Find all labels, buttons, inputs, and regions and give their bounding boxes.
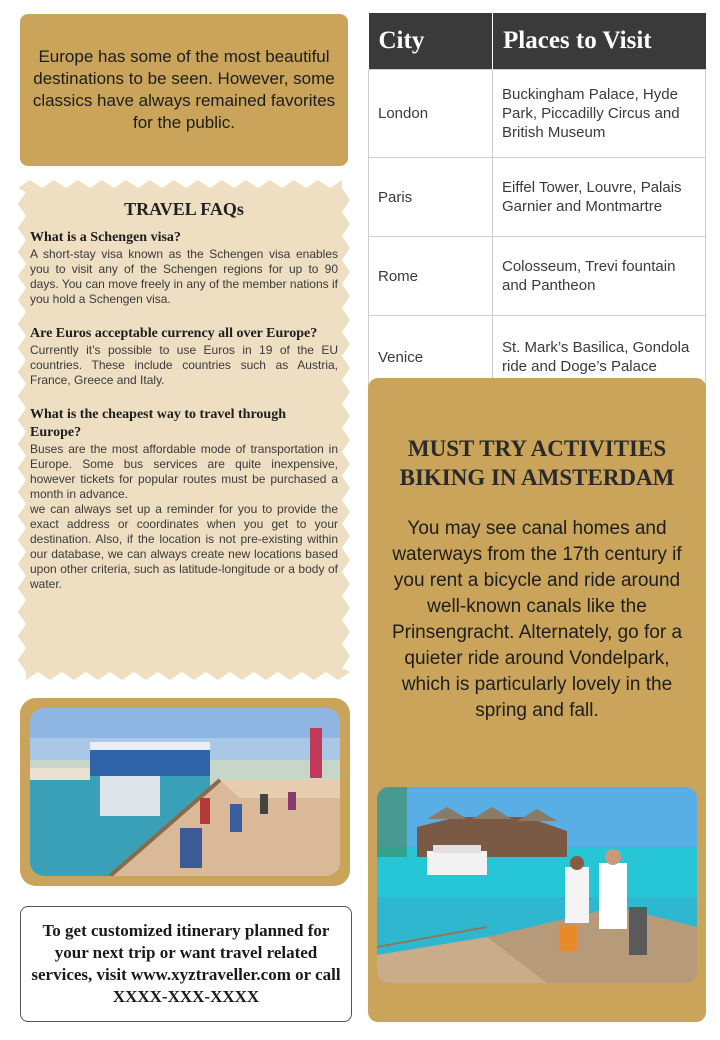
faq-content xyxy=(30,198,338,592)
table-row xyxy=(369,70,706,158)
activities-panel xyxy=(368,378,706,1022)
table-row xyxy=(369,158,706,237)
places-cell: Buckingham Palace, Hyde Park, Piccadilly Circus and British Museum xyxy=(493,70,706,158)
faq-title: TRAVEL FAQs xyxy=(124,199,244,219)
city-places-table xyxy=(368,13,706,400)
faq-answer-3-extra: we can always set up a reminder for you to provide the exact address or coordinates when you get to your destination. Also, if the location is not pre-existing within our database, we can always create new locations based upon other criteria, such as latitude-longitude or a body of water. xyxy=(30,502,338,591)
city-cell: London xyxy=(369,70,493,158)
faq-answer-3: Buses are the most affordable mode of transportation in Europe. Some bus services are quite inexpensive, however tickets for popular routes must be purchased a month in advance. xyxy=(30,442,338,501)
table-row xyxy=(369,237,706,316)
faq-answer-1: A short-stay visa known as the Schengen visa enables you to visit any of the Schengen regions for up to 90 days. You can move freely in any of the member nations if you hold a Schengen visa. xyxy=(30,247,338,306)
city-cell: Paris xyxy=(369,158,493,237)
city-cell: Rome xyxy=(369,237,493,316)
faq-answer-2: Currently it’s possible to use Euros in 19 of the EU countries. These include countries such as Austria, France, Greece and Italy. xyxy=(30,343,338,387)
activities-body: You may see canal homes and waterways from the 17th century if you rent a bicycle and ride around well-known canals like the Prinsengracht. Alternately, go for a quieter ride around Vondelpark, which is particularly lovely in the spring and fall. xyxy=(391,518,683,721)
intro-box xyxy=(20,14,348,166)
activities-title-line1: MUST TRY ACTIVITIES xyxy=(407,436,667,461)
faq-question-3: What is the cheapest way to travel through Europe? xyxy=(30,407,287,440)
faq-panel xyxy=(18,180,350,680)
city-cell: Venice xyxy=(369,316,493,400)
header-city: City xyxy=(369,13,493,70)
faq-question-2: Are Euros acceptable currency all over Europe? xyxy=(30,326,318,341)
faq-question-1: What is a Schengen visa? xyxy=(30,230,181,245)
places-cell: Eiffel Tower, Louvre, Palais Garnier and Montmartre xyxy=(493,158,706,237)
pier-photo xyxy=(30,708,340,876)
cta-box xyxy=(20,906,352,1022)
cta-text: To get customized itinerary planned for your next trip or want travel related services, visit www.xyztraveller.com or call XXXX-XXX-XXXX xyxy=(31,921,341,1006)
activities-title-line2: BIKING IN AMSTERDAM xyxy=(399,465,675,490)
places-cell: St. Mark’s Basilica, Gondola ride and Doge’s Palace xyxy=(493,316,706,400)
header-places: Places to Visit xyxy=(493,13,706,70)
pier-photo-frame xyxy=(20,698,350,886)
table-header-row xyxy=(369,13,706,70)
places-cell: Colosseum, Trevi fountain and Pantheon xyxy=(493,237,706,316)
intro-text: Europe has some of the most beautiful destinations to be seen. However, some classics have always remained favorites for the public. xyxy=(32,47,336,132)
beach-photo xyxy=(377,787,697,983)
activities-title xyxy=(368,434,706,492)
